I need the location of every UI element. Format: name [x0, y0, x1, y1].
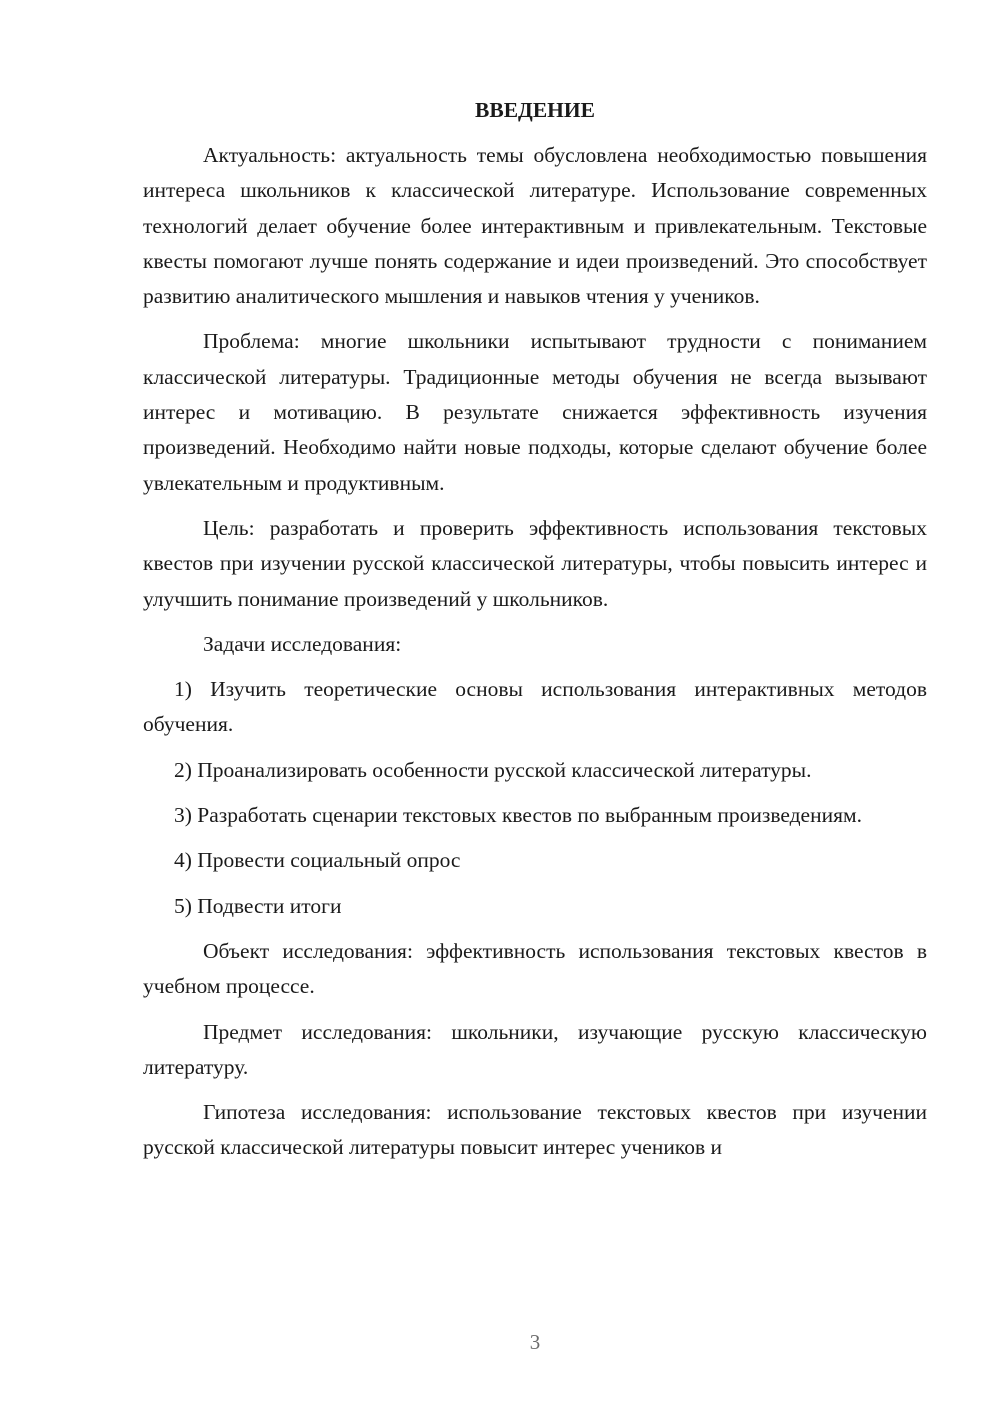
task-item-2: 2) Проанализировать особенности русской классической литературы.	[174, 757, 812, 782]
paragraph-tasks-heading: Задачи исследования:	[203, 631, 402, 656]
paragraph-subject: Предмет исследования: школьники, изучающие русскую классическую литературу.	[143, 1019, 927, 1079]
task-item-3: 3) Разработать сценарии текстовых квестов по выбранным произведениям.	[174, 803, 862, 828]
paragraph-relevance: Актуальность: актуальность темы обусловлена необходимостью повышения интереса школьников к классической литературе. Использование современных технологий делает обучение более интерактивным и привлекательным. Текстовые квесты помогают лучше понять содержание и идеи произведений. Это способствует развитию аналитического мышления и навыков чтения у учеников.	[143, 143, 927, 309]
section-title: ВВЕДЕНИЕ	[475, 98, 595, 122]
page-number: 3	[529, 1330, 541, 1354]
paragraph-object: Объект исследования: эффективность использования текстовых квестов в учебном процессе.	[143, 938, 927, 999]
paragraph-goal: Цель: разработать и проверить эффективность использования текстовых квестов при изучении русской классической литературы, чтобы повысить интерес и улучшить понимание произведений у школьников.	[143, 515, 927, 611]
task-item-5: 5) Подвести итоги	[174, 893, 342, 918]
page-content	[143, 93, 927, 1176]
paragraph-problem: Проблема: многие школьники испытывают трудности с пониманием классической литературы. Традиционные методы обучения не всегда вызывают интерес и мотивацию. В результате снижается эффективность изучения произведений. Необходимо найти новые подходы, которые сделают обучение более увлекательным и продуктивным.	[143, 329, 927, 495]
task-item-1: 1) Изучить теоретические основы использования интерактивных методов обучения.	[143, 677, 927, 737]
task-item-4: 4) Провести социальный опрос	[174, 848, 461, 873]
paragraph-hypothesis: Гипотеза исследования: использование текстовых квестов при изучении русской классической литературы повысит интерес учеников и	[143, 1100, 927, 1160]
